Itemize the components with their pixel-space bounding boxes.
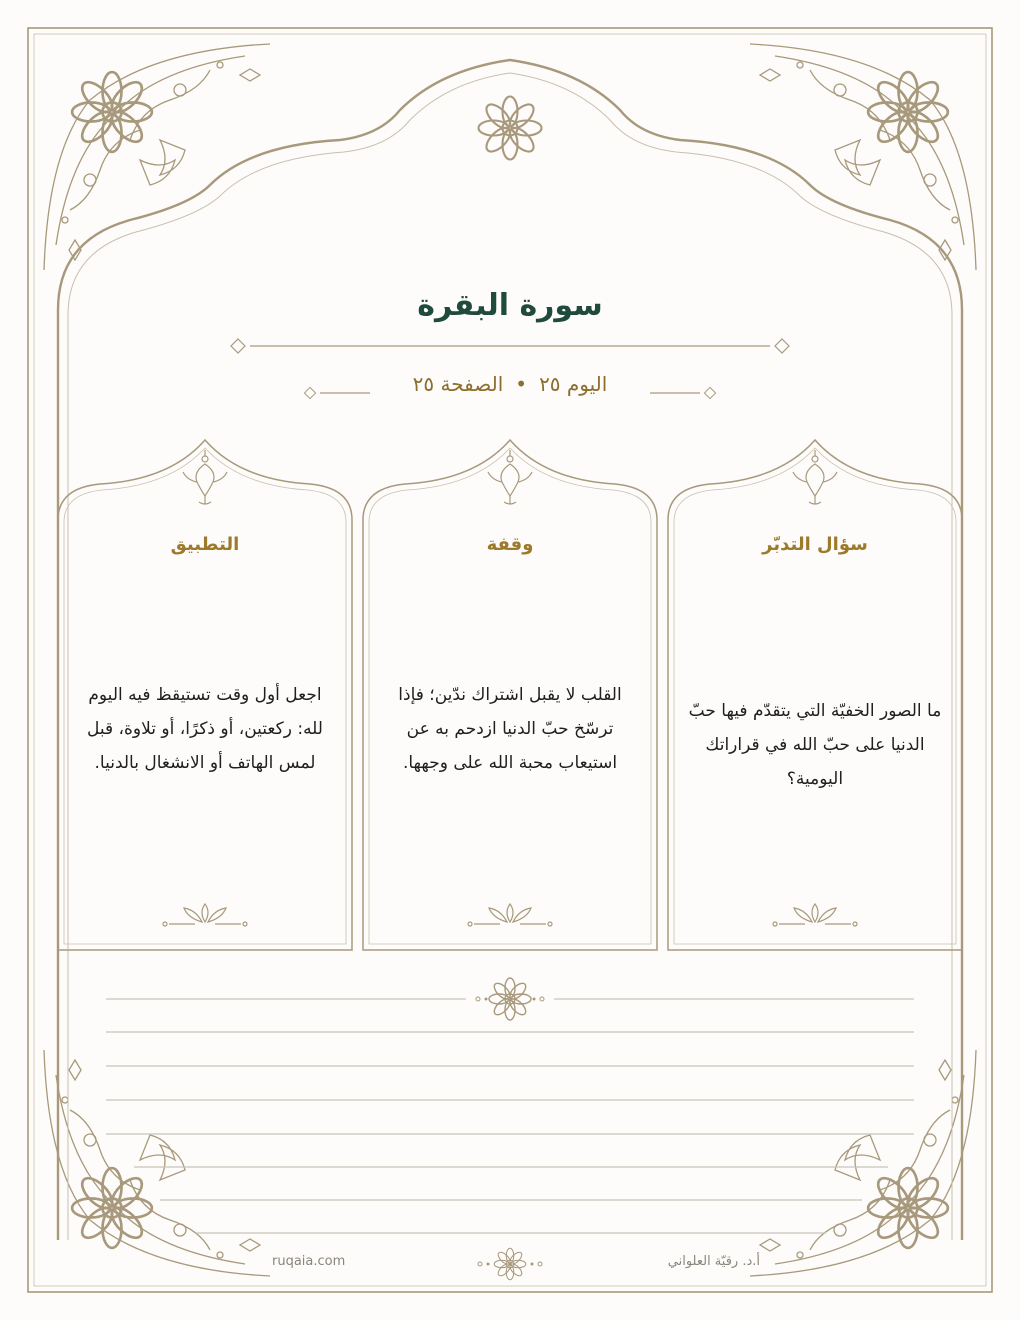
floral-corner-bottom-left <box>44 1050 270 1276</box>
card-reflection-body: ما الصور الخفيّة التي يتقدّم فيها حبّ الدنيا على حبّ الله في قراراتك اليومية؟ <box>688 701 942 789</box>
card-pause-body: القلب لا يقبل اشتراك ندّين؛ فإذا ترسّخ حبّ الدنيا ازدحم به عن استيعاب محبة الله على وجهها. <box>398 685 622 773</box>
footer-website: ruqaia.com <box>272 1254 346 1269</box>
day-page-subtitle <box>360 372 660 396</box>
floral-corner-bottom-right <box>750 1050 976 1276</box>
card-application-title: التطبيق <box>170 534 240 555</box>
footer-author: أ.د. رقيّة العلواني <box>667 1254 760 1269</box>
card-pause-title: وقفة <box>486 534 534 555</box>
footer-rosette-icon <box>494 1248 526 1280</box>
outer-border <box>28 28 992 1292</box>
card-reflection-title: سؤال التدبّر <box>762 534 868 555</box>
floral-corner-top-left <box>44 44 270 270</box>
page-title: سورة البقرة <box>417 288 603 323</box>
card-application-body: اجعل أول وقت تستيقظ فيه اليوم لله: ركعتين، أو ذكرًا، أو تلاوة، قبل لمس الهاتف أو الانشغال بالدنيا. <box>87 685 323 773</box>
arch-frame <box>58 60 962 1240</box>
floral-corner-top-right <box>750 44 976 270</box>
separator-dot: • <box>515 372 528 396</box>
arch-top-rosette-icon <box>479 97 542 160</box>
writing-lines <box>106 999 914 1233</box>
divider-rosette-icon <box>489 978 531 1020</box>
page-label: الصفحة ٢٥ <box>412 372 504 396</box>
day-label: اليوم ٢٥ <box>539 372 608 396</box>
